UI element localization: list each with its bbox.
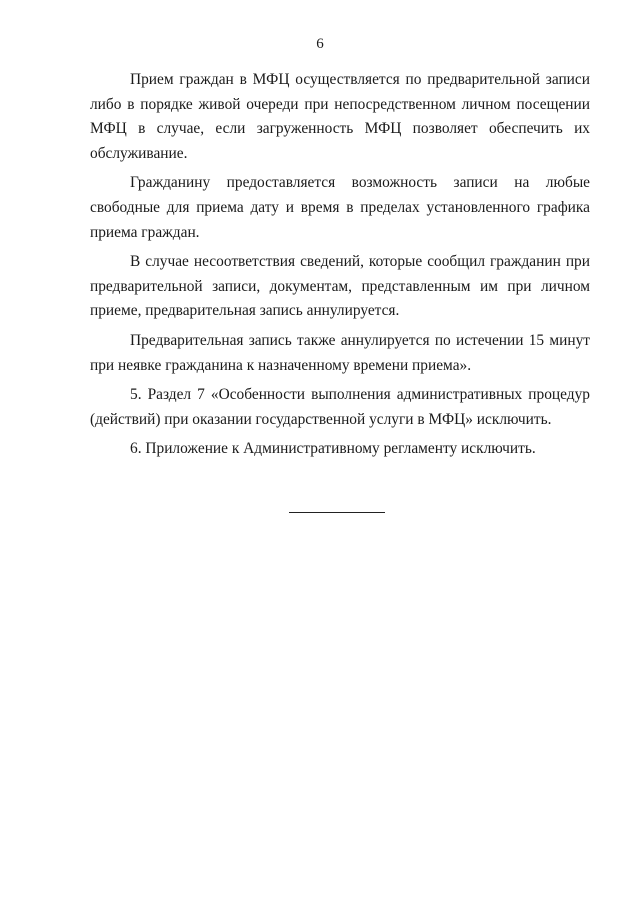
document-body [90, 68, 590, 462]
page-number: 6 [316, 36, 324, 52]
end-divider-line [289, 512, 385, 513]
paragraph-data-mismatch: В случае несоответствия сведений, которые сообщил гражданин при предварительной записи, документам, представленным им при личном приеме, предварительная запись аннулируется. [90, 253, 590, 320]
paragraph-mfc-reception: Прием граждан в МФЦ осуществляется по предварительной записи либо в порядке живой очереди при непосредственном личном посещении МФЦ в случае, если загруженность МФЦ позволяет обеспечить их обслуживание. [90, 71, 590, 162]
paragraph-section-7-removal: 5. Раздел 7 «Особенности выполнения административных процедур (действий) при оказании государственной услуги в МФЦ» исключить. [90, 386, 590, 428]
paragraph-no-show-cancel: Предварительная запись также аннулируется по истечении 15 минут при неявке гражданина к назначенному времени приема». [90, 331, 590, 374]
paragraph-appointment-option: Гражданину предоставляется возможность записи на любые свободные для приема дату и время в пределах установленного графика приема граждан. [90, 174, 590, 241]
paragraph-appendix-removal: 6. Приложение к Административному регламенту исключить. [130, 440, 536, 458]
